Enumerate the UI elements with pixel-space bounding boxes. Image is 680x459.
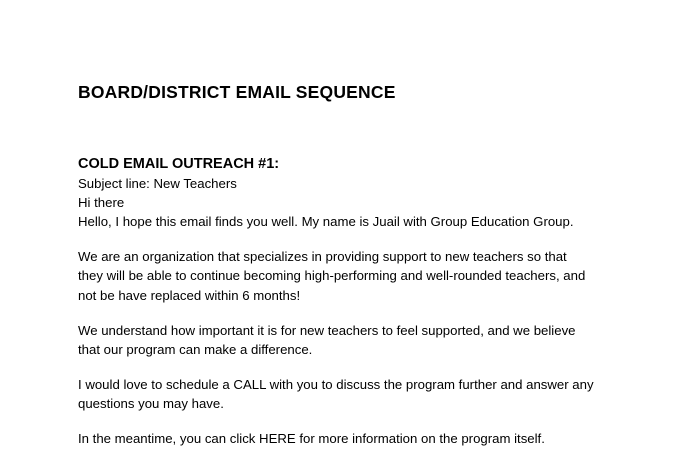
text-line: questions you may have.	[78, 396, 224, 412]
text-line: they will be able to continue becoming high-performing and well-rounded teachers, and	[78, 268, 586, 284]
text-line: Subject line: New Teachers	[78, 175, 237, 191]
text-line: In the meantime, you can click HERE for more information on the program itself.	[78, 431, 545, 447]
paragraph-more-information	[78, 413, 602, 448]
page-title: BOARD/DISTRICT EMAIL SEQUENCE	[78, 82, 396, 102]
paragraph-support	[78, 305, 602, 359]
text-line: Hi there	[78, 194, 125, 210]
text-line: We are an organization that specializes in providing support to new teachers so that	[78, 249, 567, 265]
paragraph-intro	[78, 174, 602, 231]
paragraph-schedule-call	[78, 359, 602, 413]
paragraph-organization	[78, 231, 602, 304]
section-heading-cold-email-outreach-1: COLD EMAIL OUTREACH #1:	[78, 156, 280, 172]
text-line: that our program can make a difference.	[78, 341, 313, 357]
text-line: not be have replaced within 6 months!	[78, 287, 301, 303]
text-line: We understand how important it is for new teachers to feel supported, and we believe	[78, 322, 576, 338]
text-line: Hello, I hope this email finds you well. My name is Juail with Group Education Group.	[78, 214, 574, 230]
text-line: I would love to schedule a CALL with you to discuss the program further and answer any	[78, 376, 594, 392]
